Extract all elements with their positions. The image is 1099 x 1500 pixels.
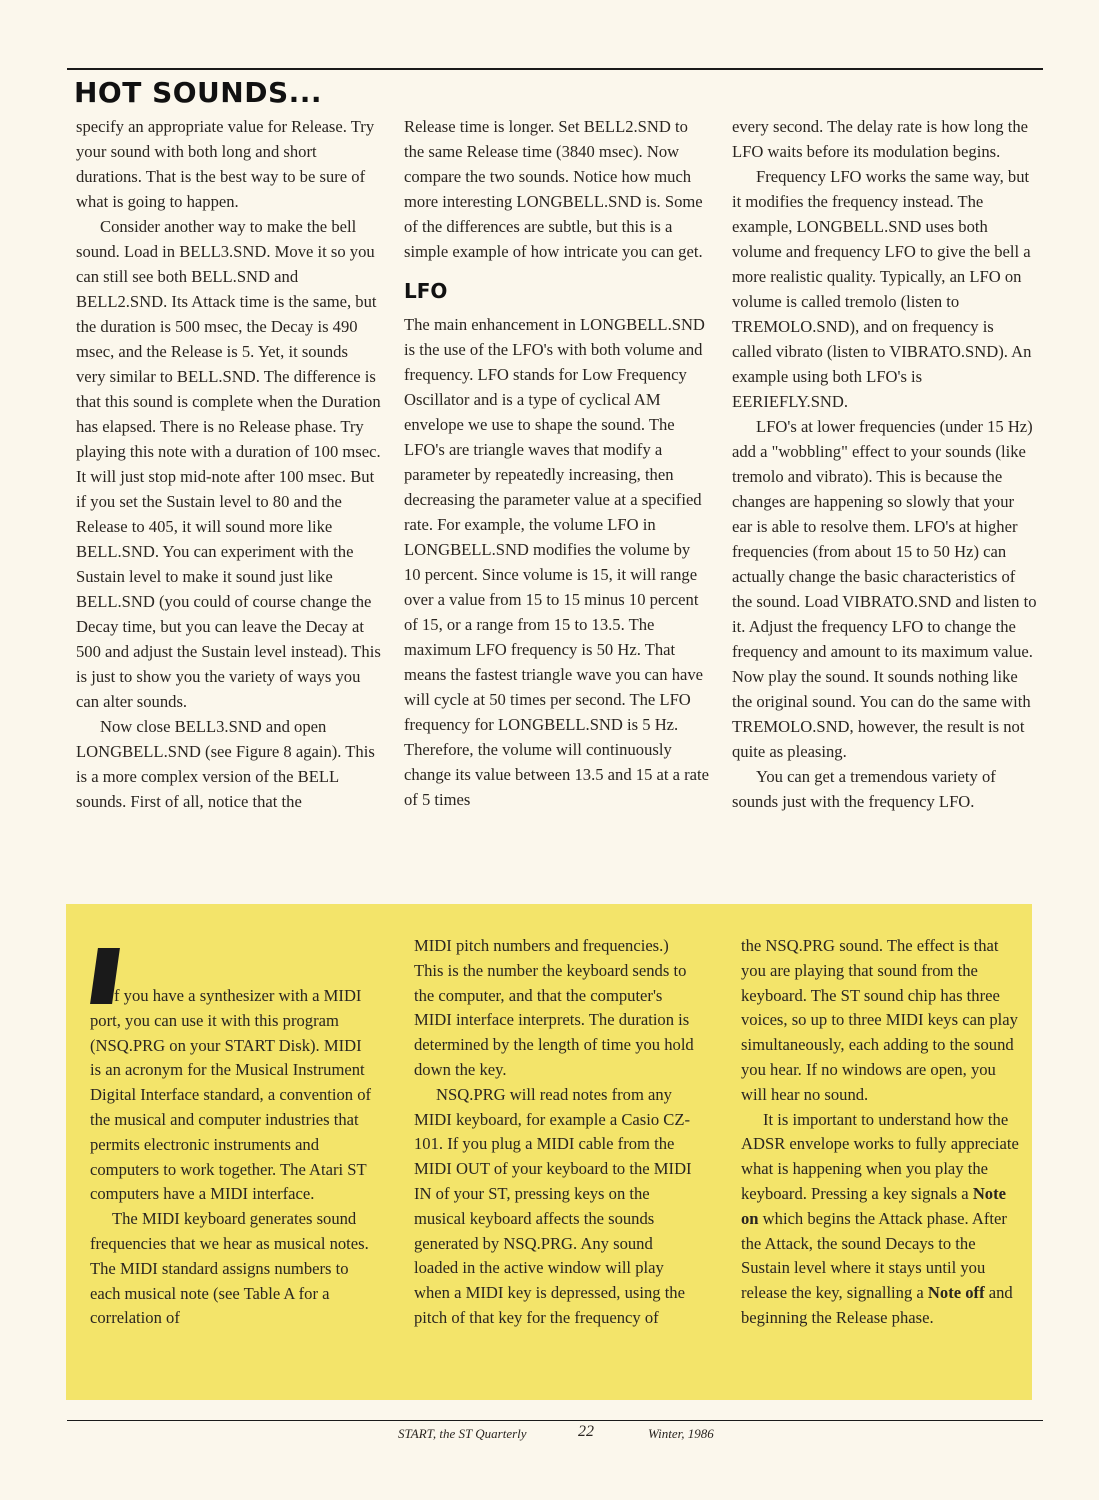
note-on-term: Note on [741, 1183, 1006, 1228]
text: It is important to understand how the ADSR envelope works to fully appreciate what is happening when you play the keyboard. Pressing a key signals a [741, 1109, 1019, 1203]
midi-sidebar [66, 904, 1032, 1400]
paragraph: Now close BELL3.SND and open LONGBELL.SND (see Figure 8 again). This is a more complex version of the BELL sounds. First of all, notice that the [76, 717, 375, 811]
paragraph: specify an appropriate value for Release. Try your sound with both long and short durations. That is the best way to be sure of what is going to happen. [76, 117, 375, 211]
paragraph: the NSQ.PRG sound. The effect is that you are playing that sound from the keyboard. The ST sound chip has three voices, so up to three MIDI keys can play simultaneously, each adding to the sound you hear. If no windows are open, you will hear no sound. [741, 936, 1018, 1104]
sidebar-column-3 [741, 934, 1023, 1331]
paragraph: NSQ.PRG will read notes from any MIDI keyboard, for example a Casio CZ-101. If you plug a MIDI cable from the MIDI OUT of your keyboard to the MIDI IN of your ST, pressing keys on the musical keyboard affects the sounds generated by NSQ.PRG. Any sound loaded in the active window will play when a MIDI key is depressed, using the pitch of that key for the frequency of [414, 1084, 692, 1327]
issue-date: Winter, 1986 [648, 1426, 714, 1441]
paragraph: LFO's at lower frequencies (under 15 Hz) add a "wobbling" effect to your sounds (like tremolo and vibrato). This is because the changes are happening so slowly that your ear is able to resolve them. LFO's at higher frequencies (from about 15 to 50 Hz) can actually change the basic characteristics of the sound. Load VIBRATO.SND and listen to it. Adjust the frequency LFO to change the frequency and amount to its maximum value. Now play the sound. It sounds nothing like the original sound. You can do the same with TREMOLO.SND, however, the result is not quite as pleasing. [732, 417, 1037, 761]
text: and beginning the Release phase. [741, 1283, 1013, 1327]
paragraph [741, 1108, 1023, 1331]
publication-name: START, the ST Quarterly [398, 1426, 527, 1441]
sidebar-column-1 [90, 984, 372, 1331]
column-2 [404, 114, 709, 812]
article-headline: HOT SOUNDS... [74, 76, 323, 109]
paragraph: Consider another way to make the bell sound. Load in BELL3.SND. Move it so you can still see both BELL.SND and BELL2.SND. Its Attack time is the same, but the duration is 500 msec, the Decay is 490 msec, and the Release is 5. Yet, it sounds very similar to BELL.SND. The difference is that this sound is complete when the Duration has elapsed. There is no Release phase. Try playing this note with a duration of 100 msec. It will just stop mid-note after 100 msec. But if you set the Sustain level to 80 and the Release to 405, it will sound more like BELL.SND. You can experiment with the Sustain level to make it sound just like BELL.SND (you could of course change the Decay time, but you can leave the Decay at 500 and adjust the Sustain level instead). This is just to show you the variety of ways you can alter sounds. [76, 217, 381, 711]
sidebar-column-2 [414, 934, 696, 1331]
paragraph: every second. The delay rate is how long the LFO waits before its modulation begins. [732, 117, 1028, 161]
text: which begins the Attack phase. After the Attack, the sound Decays to the Sustain level where it stays until you release the key, signalling a [741, 1208, 1007, 1303]
page-number: 22 [578, 1423, 594, 1440]
column-1 [76, 114, 381, 814]
paragraph: f you have a synthesizer with a MIDI port, you can use it with this program (NSQ.PRG on your START Disk). MIDI is an acronym for the Musical Instrument Digital Interface standard, a convention of the musical and computer industries that permits electronic instruments and computers to work together. The Atari ST computers have a MIDI interface. [90, 986, 372, 1204]
column-3 [732, 114, 1037, 814]
paragraph: You can get a tremendous variety of sounds just with the frequency LFO. [732, 767, 996, 811]
paragraph: The main enhancement in LONGBELL.SND is the use of the LFO's with both volume and frequency. LFO stands for Low Frequency Oscillator and is a type of cyclical AM envelope we use to shape the sound. The LFO's are triangle waves that modify a parameter by repeatedly increasing, then decreasing the parameter value at a specified rate. For example, the volume LFO in LONGBELL.SND modifies the volume by 10 percent. Since volume is 15, it will range over a value from 15 to 15 minus 10 percent of 15, or a range from 15 to 13.5. The maximum LFO frequency is 50 Hz. That means the fastest triangle wave you can have will cycle at 50 times per second. The LFO frequency for LONGBELL.SND is 5 Hz. Therefore, the volume will continuously change its value between 13.5 and 15 at a rate of 5 times [404, 315, 710, 809]
bottom-rule [67, 1420, 1043, 1421]
paragraph: Frequency LFO works the same way, but it modifies the frequency instead. The example, LONGBELL.SND uses both volume and frequency LFO to give the bell a more realistic quality. Typically, an LFO on volume is called tremolo (listen to TREMOLO.SND), and on frequency is called vibrato (listen to VIBRATO.SND). An example using both LFO's is EERIEFLY.SND. [732, 167, 1032, 411]
top-rule [67, 68, 1043, 70]
paragraph: MIDI pitch numbers and frequencies.) This is the number the keyboard sends to the computer, and that the computer's MIDI interface interprets. The duration is determined by the length of time you hold down the key. [414, 936, 694, 1079]
paragraph: The MIDI keyboard generates sound frequencies that we hear as musical notes. The MIDI standard assigns numbers to each musical note (see Table A for a correlation of [90, 1209, 369, 1328]
note-off-term: Note off [927, 1283, 985, 1303]
paragraph: Release time is longer. Set BELL2.SND to the same Release time (3840 msec). Now compare the two sounds. Notice how much more interesting LONGBELL.SND is. Some of the differences are subtle, but this is a simple example of how intricate you can get. [404, 117, 703, 261]
section-heading-lfo: LFO [404, 279, 448, 303]
